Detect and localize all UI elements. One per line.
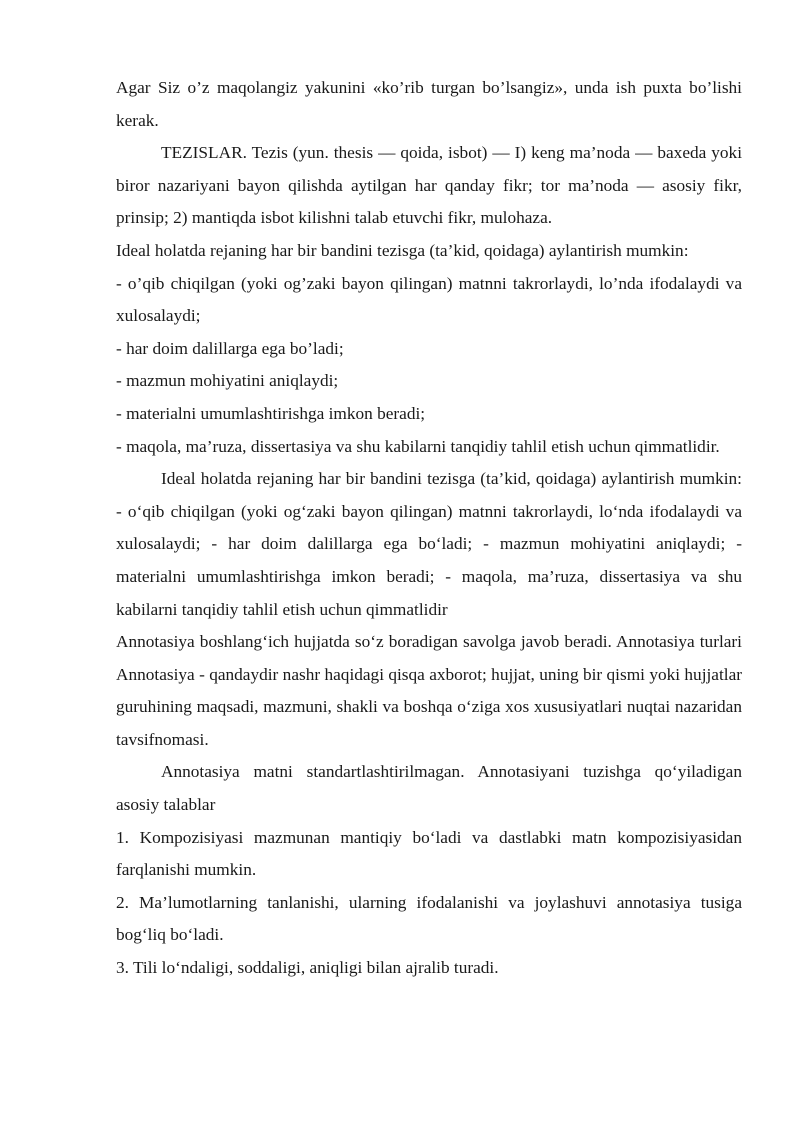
paragraph-annotasiya-definition: Annotasiya boshlang‘ich hujjatda so‘z boradigan savolga javob beradi. Annotasiya turlari Annotasiya - qandaydir nashr haqidagi qisqa axborot; hujjat, uning bir qismi yoki hujjatlar guruhining maqsadi, mazmuni, shakli va boshqa o‘ziga xos xususiyatlari nuqtai nazaridan tavsifnomasi.: [116, 632, 742, 749]
numbered-item: 2. Ma’lumotlarning tanlanishi, ularning ifodalanishi va joylashuvi annotasiya tusiga bog‘liq bo‘ladi.: [116, 892, 742, 945]
numbered-item: 1. Kompozisiyasi mazmunan mantiqiy bo‘ladi va dastlabki matn kompozisiyasidan farqlanishi mumkin.: [116, 827, 742, 880]
list-item: - har doim dalillarga ega bo’ladi;: [116, 338, 344, 358]
paragraph-annotasiya-requirements: Annotasiya matni standartlashtirilmagan. Annotasiyani tuzishga qo‘yiladigan asosiy talablar: [116, 762, 742, 815]
paragraph-intro-conclusion: Agar Siz o’z maqolangiz yakunini «ko’rib turgan bo’lsangiz», unda ish puxta bo’lishi kerak.: [116, 78, 742, 130]
list-item: - materialni umumlashtirishga imkon beradi;: [116, 403, 426, 423]
list-item: - mazmun mohiyatini aniqlaydi;: [116, 371, 339, 391]
paragraph-ideal-plan-repeat: Ideal holatda rejaning har bir bandini tezisga (ta’kid, qoidaga) aylantirish mumkin: - o‘qib chiqilgan (yoki og‘zaki bayon qilingan) matnni takrorlaydi, lo‘nda ifodalaydi va xulosalaydi; - har doim dalillarga ega bo‘ladi; - mazmun mohiyatini aniqlaydi; - materialni umumlashtirishga imkon beradi; - maqola, ma’ruza, dissertasiya va shu kabilarni tanqidiy tahlil etish uchun qimmatlidir: [116, 469, 742, 619]
paragraph-tezislar-definition: TEZISLAR. Tezis (yun. thesis — qoida, isbot) — I) keng ma’noda — baxeda yoki biror nazariyani bayon qilishda aytilgan har qanday fikr; tor ma’noda — asosiy fikr, prinsip; 2) mantiqda isbot kilishni talab etuvchi fikr, mulohaza.: [116, 143, 742, 228]
numbered-item: 3. Tili lo‘ndaligi, soddaligi, aniqligi bilan ajralib turadi.: [116, 958, 499, 978]
paragraph-ideal-plan: Ideal holatda rejaning har bir bandini tezisga (ta’kid, qoidaga) aylantirish mumkin:: [116, 240, 689, 260]
list-item: - o’qib chiqilgan (yoki og’zaki bayon qilingan) matnni takrorlaydi, lo’nda ifodalaydi va xulosalaydi;: [116, 273, 742, 326]
document-page: [116, 72, 742, 985]
list-item: - maqola, ma’ruza, dissertasiya va shu kabilarni tanqidiy tahlil etish uchun qimmatlidir.: [116, 436, 720, 456]
